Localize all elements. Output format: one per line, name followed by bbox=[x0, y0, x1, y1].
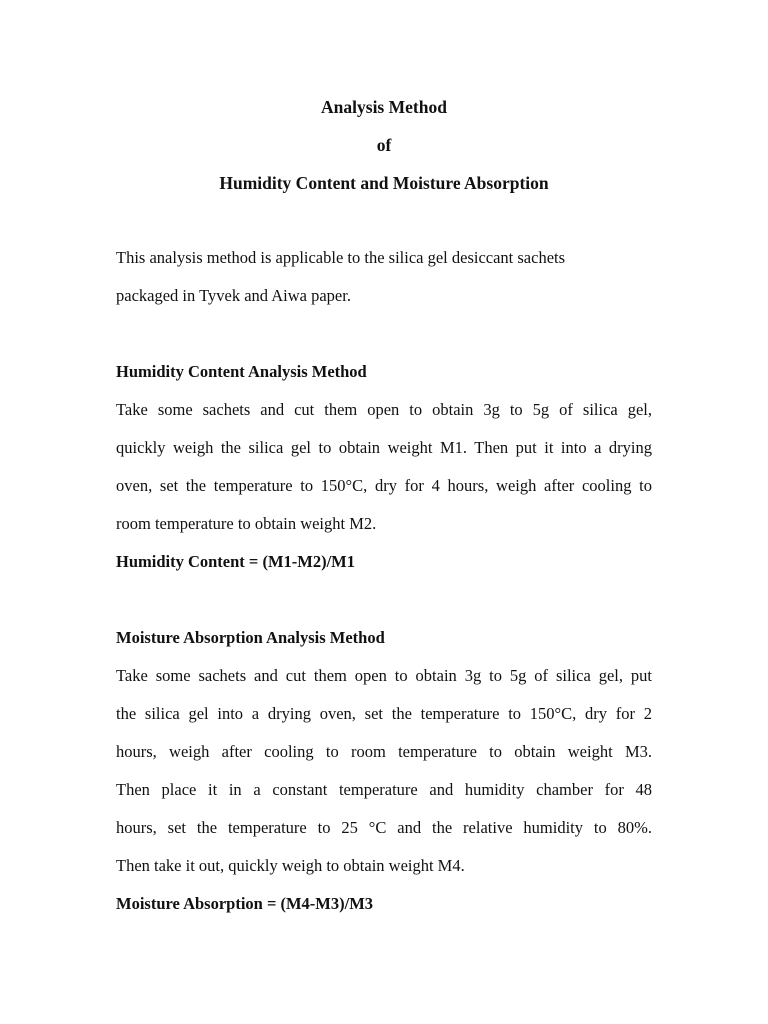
document-title-line-2: of bbox=[376, 135, 392, 155]
humidity-formula: Humidity Content = (M1-M2)/M1 bbox=[116, 552, 355, 571]
intro-line-2: packaged in Tyvek and Aiwa paper. bbox=[116, 286, 351, 305]
absorption-section-heading: Moisture Absorption Analysis Method bbox=[116, 628, 385, 647]
humidity-paragraph-line-3: oven, set the temperature to 150°C, dry for 4 hours, weigh after cooling to bbox=[116, 476, 652, 495]
intro-line-1: This analysis method is applicable to the silica gel desiccant sachets bbox=[116, 248, 566, 267]
absorption-paragraph-line-3: hours, weigh after cooling to room temperature to obtain weight M3. bbox=[116, 742, 652, 761]
humidity-section-heading: Humidity Content Analysis Method bbox=[116, 362, 367, 381]
absorption-paragraph-line-6: Then take it out, quickly weigh to obtain weight M4. bbox=[116, 856, 465, 875]
humidity-paragraph-line-4: room temperature to obtain weight M2. bbox=[116, 514, 377, 533]
document-title-line-3: Humidity Content and Moisture Absorption bbox=[219, 173, 549, 193]
absorption-paragraph-line-4: Then place it in a constant temperature and humidity chamber for 48 bbox=[116, 780, 652, 799]
absorption-paragraph-line-1: Take some sachets and cut them open to obtain 3g to 5g of silica gel, put bbox=[116, 666, 652, 685]
humidity-paragraph-line-1: Take some sachets and cut them open to obtain 3g to 5g of silica gel, bbox=[116, 400, 652, 419]
document-title-line-1: Analysis Method bbox=[321, 97, 447, 117]
absorption-paragraph-line-5: hours, set the temperature to 25 °C and the relative humidity to 80%. bbox=[116, 818, 652, 837]
absorption-paragraph-line-2: the silica gel into a drying oven, set the temperature to 150°C, dry for 2 bbox=[116, 704, 652, 723]
humidity-paragraph-line-2: quickly weigh the silica gel to obtain weight M1. Then put it into a drying bbox=[116, 438, 652, 457]
absorption-formula: Moisture Absorption = (M4-M3)/M3 bbox=[116, 894, 374, 913]
